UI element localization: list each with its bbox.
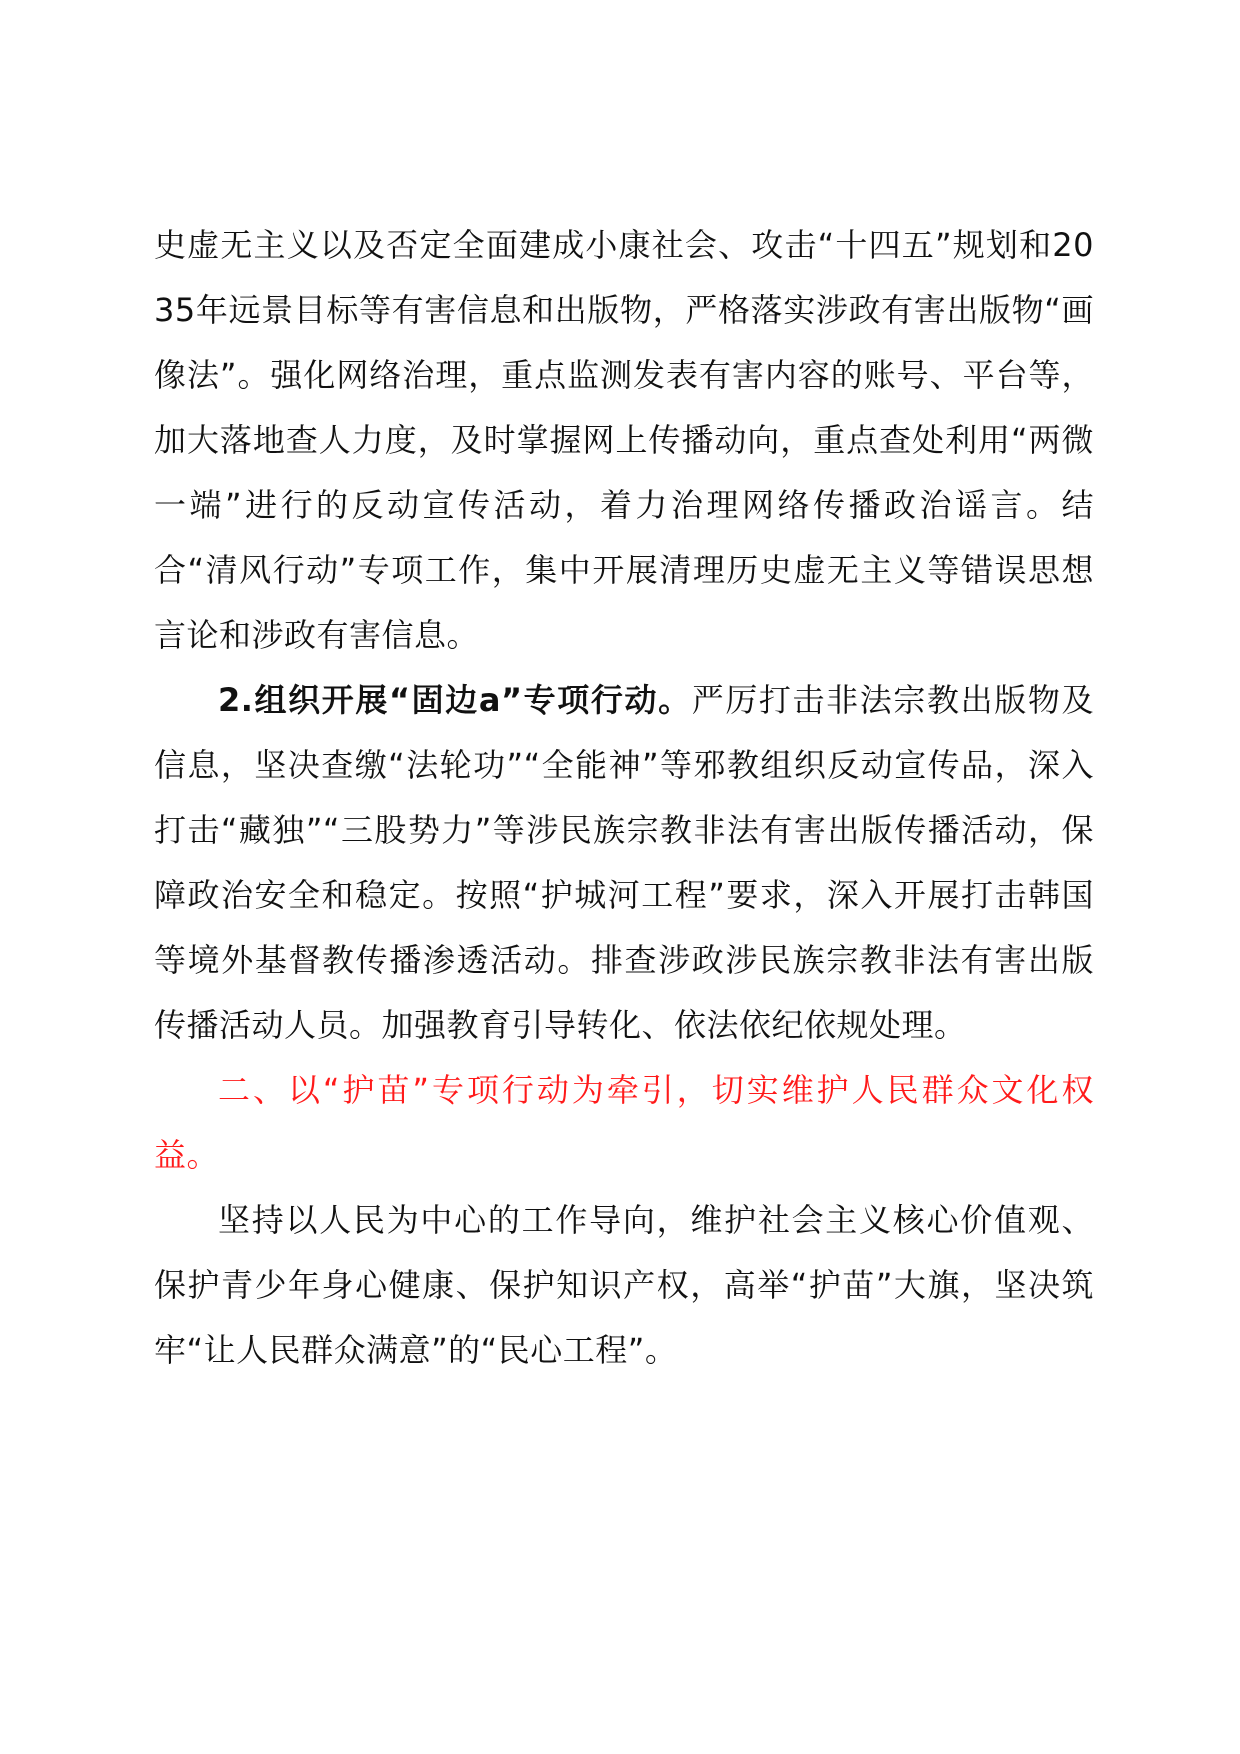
document-body	[154, 213, 1094, 1383]
paragraph-section-intro: 坚持以人民为中心的工作导向，维护社会主义核心价值观、保护青少年身心健康、保护知识产权，高举“护苗”大旗，坚决筑牢“让人民群众满意”的“民心工程”。	[154, 1201, 1094, 1369]
item-body-text: 严厉打击非法宗教出版物及信息，坚决查缴“法轮功”“全能神”等邪教组织反动宣传品，深入打击“藏独”“三股势力”等涉民族宗教非法有害出版传播活动，保障政治安全和稳定。按照“护城河工程”要求，深入开展打击韩国等境外基督教传播渗透活动。排查涉政涉民族宗教非法有害出版传播活动人员。加强教育引导转化、依法依纪依规处理。	[154, 681, 1094, 1044]
section-heading: 二、以“护苗”专项行动为牵引，切实维护人民群众文化权益。	[154, 1071, 1094, 1174]
item-lead-heading: 2.组织开展“固边a”专项行动。	[218, 681, 692, 719]
paragraph-item-2	[154, 668, 1094, 1058]
paragraph-continued: 史虚无主义以及否定全面建成小康社会、攻击“十四五”规划和2035年远景目标等有害信息和出版物，严格落实涉政有害出版物“画像法”。强化网络治理，重点监测发表有害内容的账号、平台等，加大落地查人力度，及时掌握网上传播动向，重点查处利用“两微一端”进行的反动宣传活动，着力治理网络传播政治谣言。结合“清风行动”专项工作，集中开展清理历史虚无主义等错误思想言论和涉政有害信息。	[154, 226, 1094, 654]
